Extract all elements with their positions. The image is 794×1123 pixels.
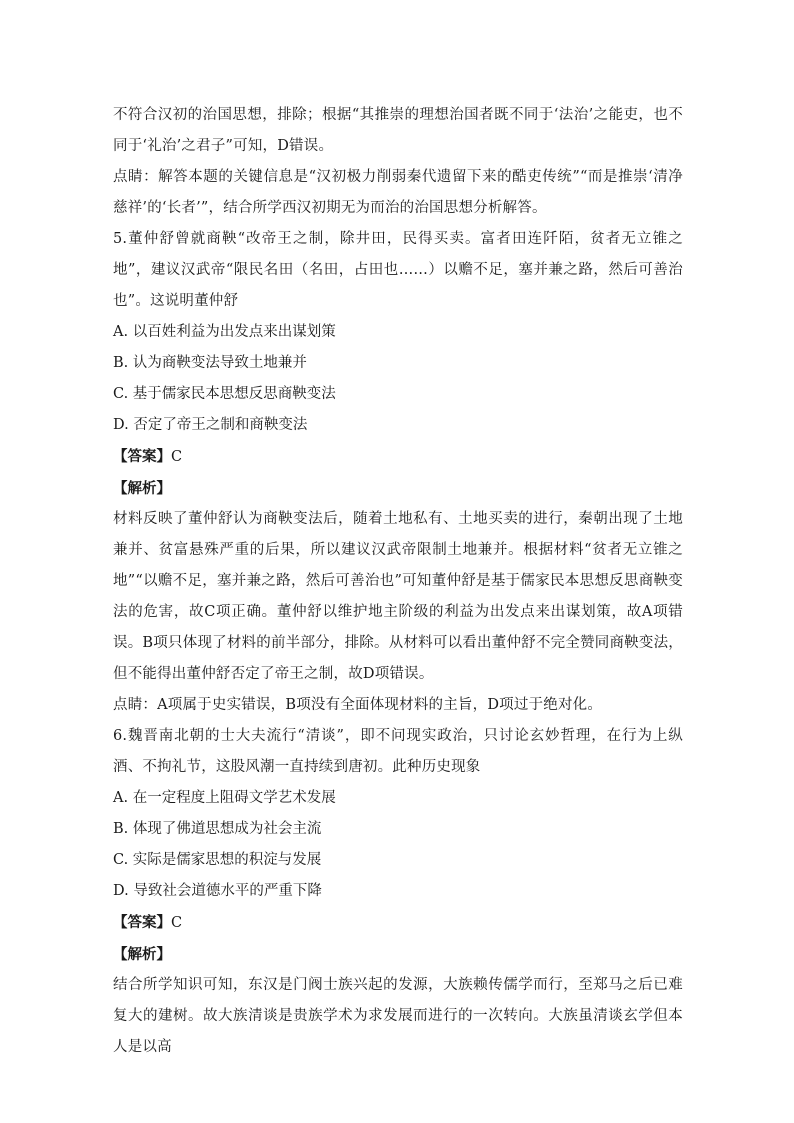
q5-answer <box>113 441 683 473</box>
q5-option-a: A. 以百姓利益为出发点来出谋划策 <box>113 324 336 340</box>
q6-answer-value: C <box>171 915 183 931</box>
q6-answer <box>113 907 683 939</box>
q5-tip: 点睛：A项属于史实错误，B项没有全面体现材料的主旨，D项过于绝对化。 <box>113 697 603 713</box>
q6-answer-label: 【答案】 <box>113 914 171 931</box>
q5-option-d: D. 否定了帝王之制和商鞅变法 <box>113 417 308 433</box>
q5-option-c: C. 基于儒家民本思想反思商鞅变法 <box>113 386 336 402</box>
q5-analysis: 材料反映了董仲舒认为商鞅变法后，随着土地私有、土地买卖的进行，秦朝出现了土地兼并、贫富悬殊严重的后果，所以建议汉武帝限制土地兼并。根据材料“贫者无立锥之地”“以赡不足，塞并兼之路，然后可善治也”可知董仲舒是基于儒家民本思想反思商鞅变法的危害，故C项正确。董仲舒以维护地主阶级的利益为出发点来出谋划策，故A项错误。B项只体现了材料的前半部分，排除。从材料可以看出董仲舒不完全赞同商鞅变法，但不能得出董仲舒否定了帝王之制，故D项错误。 <box>113 511 683 682</box>
q5-answer-value: C <box>171 449 183 465</box>
q5-answer-label: 【答案】 <box>113 448 171 465</box>
q6-analysis-label: 【解析】 <box>113 946 171 963</box>
q6-analysis: 结合所学知识可知，东汉是门阀士族兴起的发源，大族赖传儒学而行，至郑马之后已难复大的建树。故大族清谈是贵族学术为求发展而进行的一次转向。大族虽清谈玄学但本人是以高 <box>113 977 683 1055</box>
q5-option-b: B. 认为商鞅变法导致土地兼并 <box>113 355 307 371</box>
q6-option-c: C. 实际是儒家思想的积淀与发展 <box>113 852 322 868</box>
q6-option-d: D. 导致社会道德水平的严重下降 <box>113 883 322 899</box>
q6-option-a: A. 在一定程度上阻碍文学艺术发展 <box>113 790 336 806</box>
q5-analysis-label: 【解析】 <box>113 480 171 497</box>
tip-paragraph-q4: 点睛：解答本题的关键信息是“汉初极力削弱秦代遗留下来的酷吏传统”“而是推崇‘清净慈祥’的‘长者’”，结合所学西汉初期无为而治的治国思想分析解答。 <box>113 169 683 216</box>
q6-option-b: B. 体现了佛道思想成为社会主流 <box>113 821 322 837</box>
question-6-stem: 6.魏晋南北朝的士大夫流行“清谈”，即不问现实政治，只讨论玄妙哲理，在行为上纵酒、不拘礼节，这股风潮一直持续到唐初。此种历史现象 <box>113 728 683 775</box>
continuation-paragraph: 不符合汉初的治国思想，排除；根据“其推崇的理想治国者既不同于‘法治’之能吏，也不同于‘礼治’之君子”可知，D错误。 <box>113 107 683 154</box>
document-page <box>113 100 683 1063</box>
question-5-stem: 5.董仲舒曾就商鞅“改帝王之制，除井田，民得买卖。富者田连阡陌，贫者无立锥之地”，建议汉武帝“限民名田（名田，占田也……）以赡不足，塞并兼之路，然后可善治也”。这说明董仲舒 <box>113 231 683 309</box>
